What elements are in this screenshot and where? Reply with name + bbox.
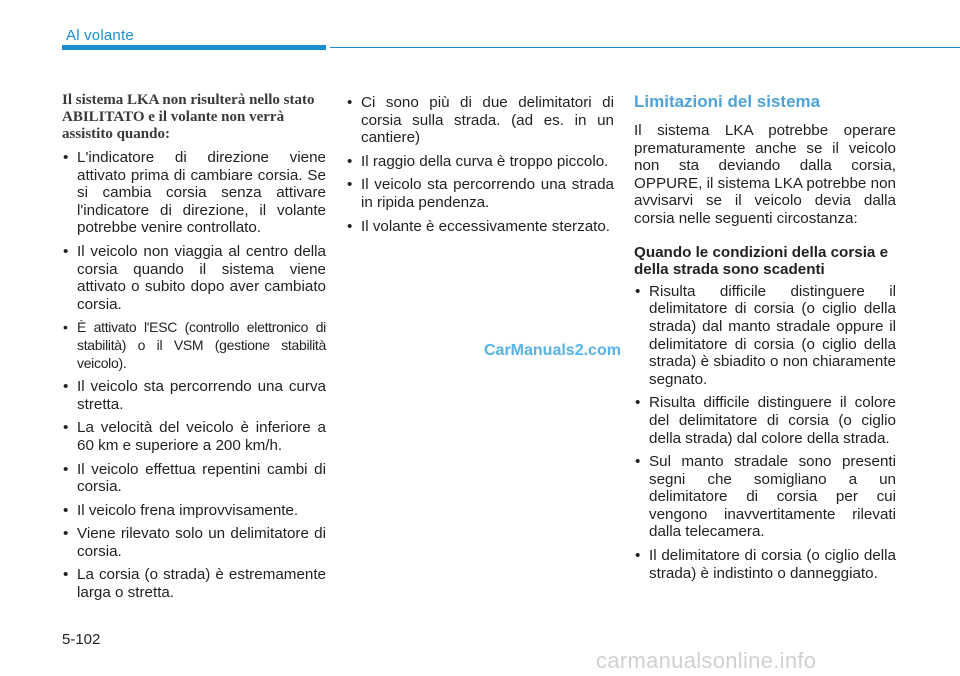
list-item: • Il raggio della curva è troppo piccolo. (346, 153, 614, 171)
list-item: • Il veicolo effettua repentini cambi di corsia. (62, 461, 326, 496)
lka-not-enabled-list (62, 149, 326, 602)
middle-column (346, 94, 614, 241)
list-item: • Ci sono più di due delimitatori di corsia sulla strada. (ad es. in un cantiere) (346, 94, 614, 147)
page-number: 5-102 (62, 631, 101, 648)
list-item: • Il veicolo sta percorrendo una strada in ripida pendenza. (346, 176, 614, 211)
list-item: • Risulta difficile distinguere il colore del delimitatore di corsia (o ciglio della strada) dal colore della strada. (634, 394, 896, 447)
road-conditions-subheading: Quando le condizioni della corsia e della strada sono scadenti (634, 243, 889, 279)
header-title: Al volante (66, 27, 134, 44)
list-item: • La corsia (o strada) è estremamente larga o stretta. (62, 566, 326, 601)
lka-not-enabled-list-continued (346, 94, 614, 235)
left-column (62, 92, 326, 608)
list-item: • Il veicolo sta percorrendo una curva stretta. (62, 378, 326, 413)
section-title-limitations: Limitazioni del sistema (634, 92, 821, 111)
limitations-intro: Il sistema LKA potrebbe operare prematuramente anche se il veicolo non sta deviando dalla corsia, OPPURE, il sistema LKA potrebbe non avvisarvi se il veicolo devia dalla corsia nelle seguenti circostanza: (634, 122, 896, 227)
list-item: • Il veicolo non viaggia al centro della corsia quando il sistema viene attivato o subito dopo aver cambiato corsia. (62, 243, 326, 313)
list-item: • La velocità del veicolo è inferiore a 60 km e superiore a 200 km/h. (62, 419, 326, 454)
header-rule-thin (330, 47, 960, 48)
list-item: • È attivato l'ESC (controllo elettronico di stabilità) o il VSM (gestione stabilità veicolo). (62, 319, 326, 372)
list-item: • Il volante è eccessivamente sterzato. (346, 218, 614, 236)
lka-not-enabled-heading: Il sistema LKA non risulterà nello stato ABILITATO e il volante non verrà assistito quando: (62, 92, 315, 142)
right-column (634, 92, 896, 588)
list-item: • Il delimitatore di corsia (o ciglio della strada) è indistinto o danneggiato. (634, 547, 896, 582)
carmanuals-watermark: CarManuals2.com (484, 342, 621, 359)
list-item: • Il veicolo frena improvvisamente. (62, 502, 326, 520)
footer-watermark: carmanualsonline.info (596, 648, 817, 673)
road-conditions-list (634, 283, 896, 583)
list-item: • Viene rilevato solo un delimitatore di corsia. (62, 525, 326, 560)
list-item: • Sul manto stradale sono presenti segni che somigliano a un delimitatore di corsia per cui vengono inavvertitamente rilevati dalla telecamera. (634, 453, 896, 541)
header-rule-thick (62, 45, 326, 50)
list-item: • Risulta difficile distinguere il delimitatore di corsia (o ciglio della strada) dal manto stradale oppure il delimitatore di corsia (o ciglio della strada) è sbiadito o non chiaramente segnato. (634, 283, 896, 389)
list-item: • L'indicatore di direzione viene attivato prima di cambiare corsia. Se si cambia corsia senza attivare l'indicatore di direzione, il volante potrebbe venire controllato. (62, 149, 326, 237)
